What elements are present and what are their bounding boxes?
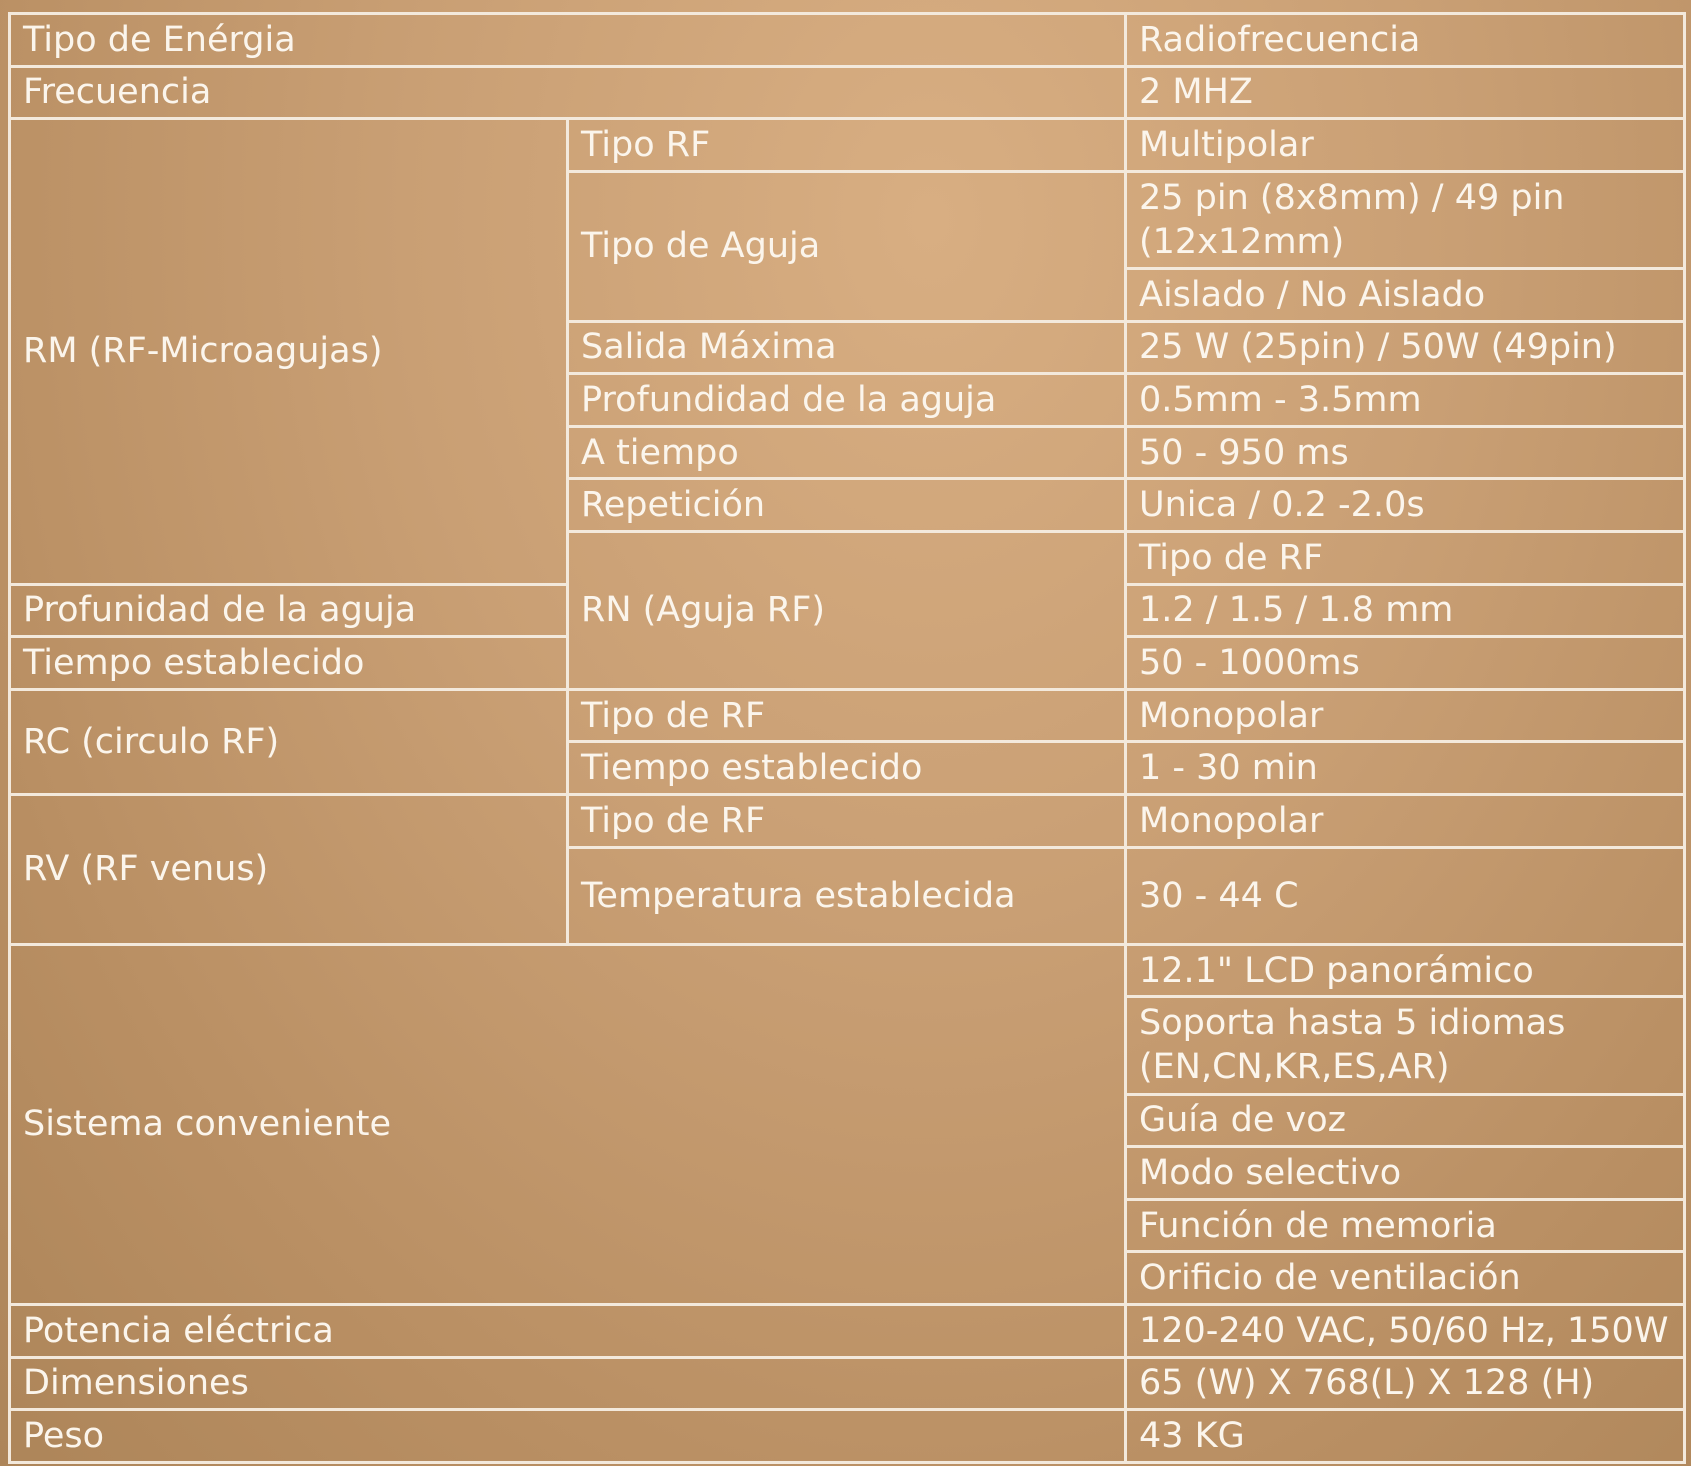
group-label-sistema: Sistema conveniente — [10, 944, 1126, 1304]
sub-label: Tipo de RF — [1126, 532, 1685, 585]
list-item: Soporta hasta 5 idiomas (EN,CN,KR,ES,AR) — [1126, 997, 1685, 1094]
spec-table — [8, 12, 1686, 1464]
sub-label: Tipo de RF — [568, 689, 1126, 742]
table-row-tipo-energia — [10, 14, 1685, 67]
sub-label: Tiempo establecido — [10, 637, 568, 690]
table-row-peso — [10, 1410, 1685, 1463]
row-value: 1 - 30 min — [1126, 742, 1685, 795]
table-row-rc-tipo-rf — [10, 689, 1685, 742]
row-value: 0.5mm - 3.5mm — [1126, 374, 1685, 427]
row-value: 65 (W) X 768(L) X 128 (H) — [1126, 1357, 1685, 1410]
sub-label: Tiempo establecido — [568, 742, 1126, 795]
row-label: Tipo de Enérgia — [10, 14, 1126, 67]
row-label: Peso — [10, 1410, 1126, 1463]
group-label-rn: RN (Aguja RF) — [568, 532, 1126, 690]
sub-label: Profunidad de la aguja — [10, 584, 568, 637]
group-label-rm: RM (RF-Microagujas) — [10, 119, 568, 584]
list-item: 12.1" LCD panorámico — [1126, 944, 1685, 997]
row-label: Dimensiones — [10, 1357, 1126, 1410]
row-value: 43 KG — [1126, 1410, 1685, 1463]
row-label: Potencia eléctrica — [10, 1304, 1126, 1357]
sub-label: Salida Máxima — [568, 321, 1126, 374]
row-value: Aislado / No Aislado — [1126, 268, 1685, 321]
table-row-rv-tipo-rf — [10, 795, 1685, 848]
row-value: 120-240 VAC, 50/60 Hz, 150W — [1126, 1304, 1685, 1357]
list-item: Función de memoria — [1126, 1199, 1685, 1252]
sub-label: Temperatura establecida — [568, 847, 1126, 944]
table-row-rm-tipo-rf — [10, 119, 1685, 172]
table-row-frecuencia — [10, 66, 1685, 119]
table-row-potencia — [10, 1304, 1685, 1357]
row-label: Frecuencia — [10, 66, 1126, 119]
sub-label: Profundidad de la aguja — [568, 374, 1126, 427]
row-value: Monopolar — [1126, 689, 1685, 742]
row-value: Monopolar — [1126, 795, 1685, 848]
sub-label: Repetición — [568, 479, 1126, 532]
group-label-rv: RV (RF venus) — [10, 795, 568, 945]
sub-label: Tipo RF — [568, 119, 1126, 172]
row-value: Multipolar — [1126, 119, 1685, 172]
sub-label: Tipo de Aguja — [568, 171, 1126, 321]
row-value: 30 - 44 C — [1126, 847, 1685, 944]
table-row-dimensiones — [10, 1357, 1685, 1410]
list-item: Guía de voz — [1126, 1094, 1685, 1147]
row-value: 50 - 950 ms — [1126, 426, 1685, 479]
list-item: Modo selectivo — [1126, 1147, 1685, 1200]
row-value: 50 - 1000ms — [1126, 637, 1685, 690]
group-label-rc: RC (circulo RF) — [10, 689, 568, 794]
sub-label: A tiempo — [568, 426, 1126, 479]
row-value: Radiofrecuencia — [1126, 14, 1685, 67]
sub-label: Tipo de RF — [568, 795, 1126, 848]
row-value: 25 pin (8x8mm) / 49 pin (12x12mm) — [1126, 171, 1685, 268]
row-value: 25 W (25pin) / 50W (49pin) — [1126, 321, 1685, 374]
row-value: 1.2 / 1.5 / 1.8 mm — [1126, 584, 1685, 637]
row-value: Unica / 0.2 -2.0s — [1126, 479, 1685, 532]
list-item: Orificio de ventilación — [1126, 1252, 1685, 1305]
table-row-sistema-1 — [10, 944, 1685, 997]
row-value: 2 MHZ — [1126, 66, 1685, 119]
